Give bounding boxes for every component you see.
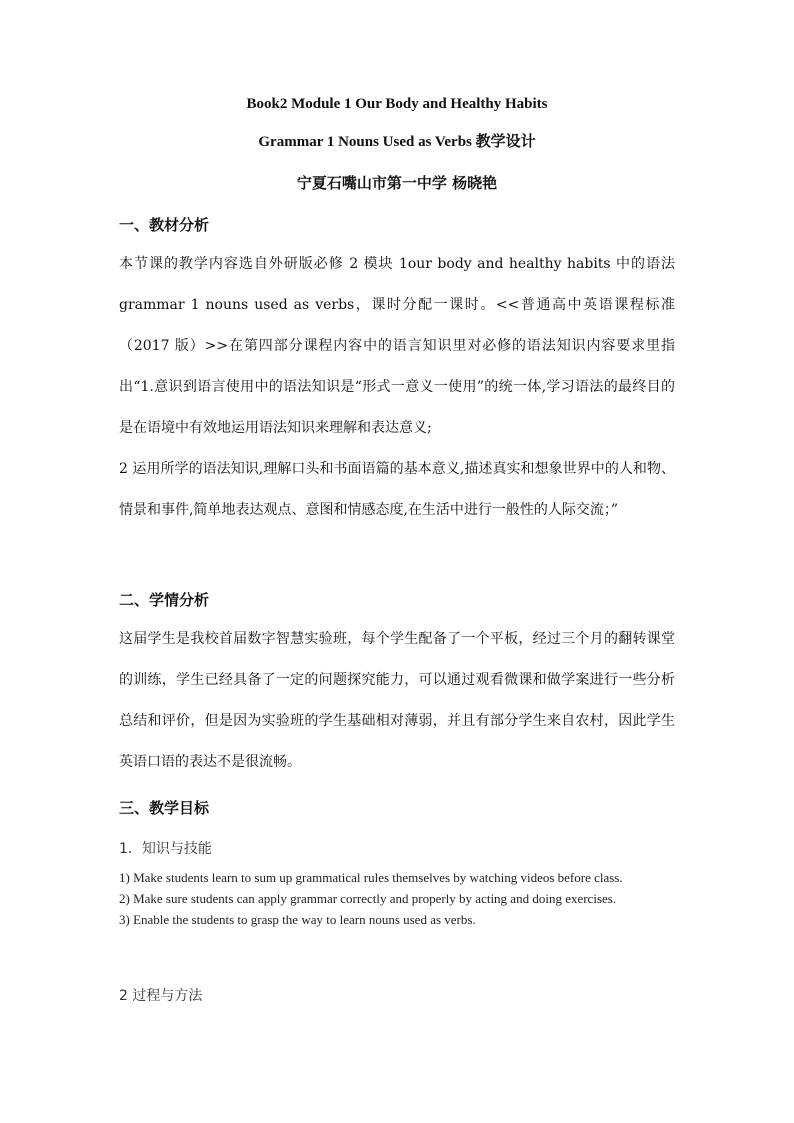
document-subtitle: Grammar 1 Nouns Used as Verbs 教学设计 xyxy=(258,134,536,150)
list-item: 1) Make students learn to sum up grammatical rules themselves by watching videos before class. xyxy=(119,870,623,885)
section-heading-teaching-goals: 三、教学目标 xyxy=(119,799,210,817)
paragraph: 2 运用所学的语法知识,理解口头和书面语篇的基本意义,描述真实和想象世界中的人和物、情景和事件,简单地表达观点、意图和情感态度,在生活中进行一般性的人际交流；” xyxy=(119,461,675,518)
section-body-textbook-analysis xyxy=(119,244,675,531)
document-title: Book2 Module 1 Our Body and Healthy Habits xyxy=(246,96,548,112)
subheading-process-methods: 2 过程与方法 xyxy=(119,988,203,1004)
goal-list xyxy=(119,867,675,930)
section-body-student-analysis xyxy=(119,619,675,783)
list-item: 2) Make sure students can apply grammar correctly and properly by acting and doing exercises. xyxy=(119,891,617,906)
list-item: 3) Enable the students to grasp the way to learn nouns used as verbs. xyxy=(119,912,476,927)
subheading-knowledge-skills: 1．知识与技能 xyxy=(119,841,212,857)
section-heading-student-analysis: 二、学情分析 xyxy=(119,591,210,609)
author-line: 宁夏石嘴山市第一中学 杨晓艳 xyxy=(296,174,498,192)
section-heading-textbook-analysis: 一、教材分析 xyxy=(119,216,210,234)
paragraph: 本节课的教学内容选自外研版必修 2 模块 1our body and healthy habits 中的语法 grammar 1 nouns used as verbs，课时分配一课时。<<普通高中英语课程标准（2017 版）>>在第四部分课程内容中的语言知识里对必修的语法知识内容要求里指出“1.意识到语言使用中的语法知识是“形式一意义一使用”的统一体,学习语法的最终目的是在语境中有效地运用语法知识来理解和表达意义; xyxy=(119,256,675,436)
paragraph: 这届学生是我校首届数字智慧实验班，每个学生配备了一个平板，经过三个月的翻转课堂的训练，学生已经具备了一定的问题探究能力，可以通过观看微课和做学案进行一些分析总结和评价，但是因为实验班的学生基础相对薄弱，并且有部分学生来自农村，因此学生英语口语的表达不是很流畅。 xyxy=(119,631,675,770)
